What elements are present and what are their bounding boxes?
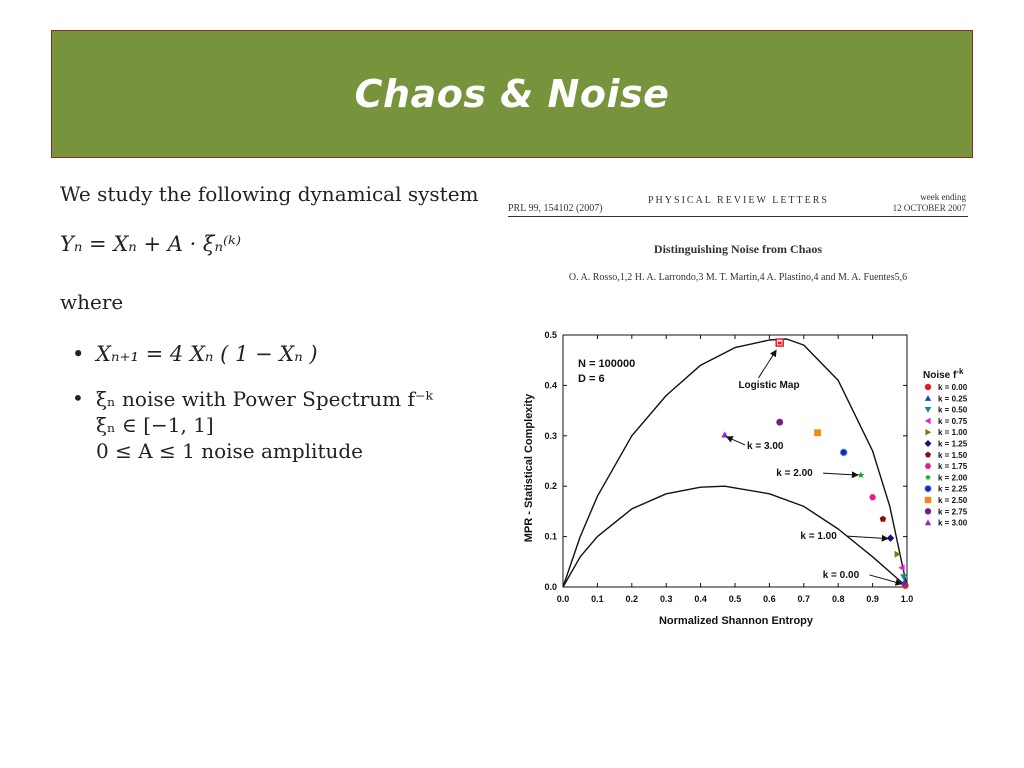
y-tick-label: 0.2 — [544, 481, 557, 492]
week-label: week ending — [920, 192, 966, 202]
date-label: 12 OCTOBER 2007 — [892, 203, 966, 213]
x-tick-label: 0.7 — [797, 594, 811, 604]
x-tick-label: 0.0 — [556, 594, 570, 604]
legend-entry: k = 0.50 — [938, 405, 968, 415]
x-tick-label: 0.2 — [625, 594, 639, 604]
info-line-n: N = 100000 — [578, 358, 636, 370]
plot-area — [544, 330, 913, 604]
system-equation: Yₙ = Xₙ + A · ξₙ⁽ᵏ⁾ — [60, 232, 241, 256]
annotation-label: k = 3.00 — [747, 440, 784, 452]
complexity-entropy-chart — [510, 320, 980, 640]
legend-marker — [925, 440, 932, 447]
legend-entry: k = 0.00 — [938, 383, 968, 392]
data-point — [869, 494, 876, 500]
legend-marker — [925, 463, 931, 469]
x-axis-label: Normalized Shannon Entropy — [658, 615, 814, 627]
legend-entry: k = 2.75 — [938, 507, 968, 517]
legend-entry: k = 2.50 — [938, 496, 968, 505]
paper-authors: O. A. Rosso,1,2 H. A. Larrondo,3 M. T. Martin,4 A. Plastino,4 and M. A. Fuentes5,6 — [568, 272, 908, 283]
y-axis-label: MPR - Statistical Complexity — [523, 393, 535, 543]
legend-marker — [925, 407, 931, 413]
legend-marker — [925, 508, 931, 514]
x-tick-label: 0.4 — [694, 594, 707, 604]
x-tick-label: 0.6 — [763, 594, 776, 604]
data-point — [898, 564, 904, 571]
legend-title-sup: -k — [956, 367, 964, 376]
data-point — [880, 516, 887, 522]
legend-entry: k = 1.50 — [938, 450, 968, 460]
legend-entry: k = 1.00 — [938, 428, 968, 438]
logistic-map-point-fill — [778, 342, 782, 345]
info-line-d: D = 6 — [578, 373, 605, 385]
legend-entry: k = 3.00 — [938, 518, 968, 528]
x-tick-label: 1.0 — [900, 594, 914, 604]
x-tick-label: 0.1 — [591, 594, 604, 604]
legend-marker — [925, 452, 931, 458]
legend-marker — [925, 395, 931, 401]
upper-bound-curve — [563, 339, 907, 587]
intro-text: We study the following dynamical system — [60, 182, 479, 206]
legend-marker — [925, 519, 931, 525]
y-tick-label: 0.3 — [544, 430, 557, 441]
legend-entry: k = 0.75 — [938, 416, 968, 426]
journal-name: PHYSICAL REVIEW LETTERS — [648, 195, 829, 206]
legend-marker — [925, 474, 932, 480]
plot-frame — [563, 335, 907, 587]
bullet2-line2: ξₙ ∈ [−1, 1] — [96, 413, 214, 437]
legend-entry: k = 1.75 — [938, 462, 968, 472]
annotation-arrow — [758, 350, 776, 378]
y-tick-label: 0.4 — [544, 380, 557, 391]
bullet-dot-icon: • — [72, 342, 85, 366]
data-point — [840, 449, 847, 456]
annotation-label: k = 1.00 — [800, 531, 837, 543]
where-label: where — [60, 290, 124, 314]
legend-marker — [925, 429, 931, 435]
bullet2-line1: ξₙ noise with Power Spectrum f⁻ᵏ — [96, 387, 433, 411]
paper-excerpt — [508, 190, 968, 283]
annotation-arrow — [726, 437, 745, 445]
legend-entry: k = 1.25 — [938, 439, 968, 449]
data-point — [776, 419, 783, 426]
slide-title: Chaos & Noise — [354, 72, 670, 116]
x-tick-label: 0.8 — [831, 594, 845, 604]
paper-title: Distinguishing Noise from Chaos — [653, 242, 823, 256]
bullet-dot-icon: • — [72, 386, 84, 410]
y-tick-label: 0.5 — [544, 330, 557, 340]
bullet1-text: Xₙ₊₁ = 4 Xₙ ( 1 − Xₙ ) — [96, 342, 318, 366]
paper-header — [508, 190, 968, 217]
legend-entry: k = 2.00 — [938, 473, 968, 483]
annotation-arrow — [823, 473, 858, 475]
legend-entry: k = 0.25 — [938, 394, 968, 404]
annotation-arrow — [870, 575, 902, 584]
x-tick-label: 0.3 — [659, 594, 673, 604]
legend-title — [923, 367, 964, 381]
legend-title-text: Noise f — [923, 370, 957, 381]
legend-marker — [925, 384, 931, 390]
legend-marker — [925, 486, 931, 492]
legend-marker — [925, 497, 931, 503]
legend-marker — [925, 418, 931, 424]
title-bar — [51, 30, 973, 158]
x-tick-label: 0.9 — [866, 594, 879, 604]
annotation-arrow — [847, 536, 888, 538]
annotation-label: k = 2.00 — [776, 468, 813, 480]
journal-ref: PRL 99, 154102 (2007) — [508, 203, 603, 214]
y-tick-label: 0.0 — [544, 582, 557, 592]
annotation-label: k = 0.00 — [822, 569, 860, 581]
bullet2-line3: 0 ≤ A ≤ 1 noise amplitude — [96, 439, 364, 463]
legend-entry: k = 2.25 — [938, 484, 968, 494]
data-point — [857, 471, 864, 478]
y-tick-label: 0.1 — [544, 531, 557, 542]
x-tick-label: 0.5 — [728, 594, 742, 604]
bullet-logistic-map — [72, 342, 318, 366]
journal-date — [893, 192, 966, 214]
annotation-label: Logistic Map — [738, 379, 800, 391]
legend — [925, 383, 968, 528]
data-point — [814, 429, 821, 436]
bullet-noise — [72, 386, 433, 464]
